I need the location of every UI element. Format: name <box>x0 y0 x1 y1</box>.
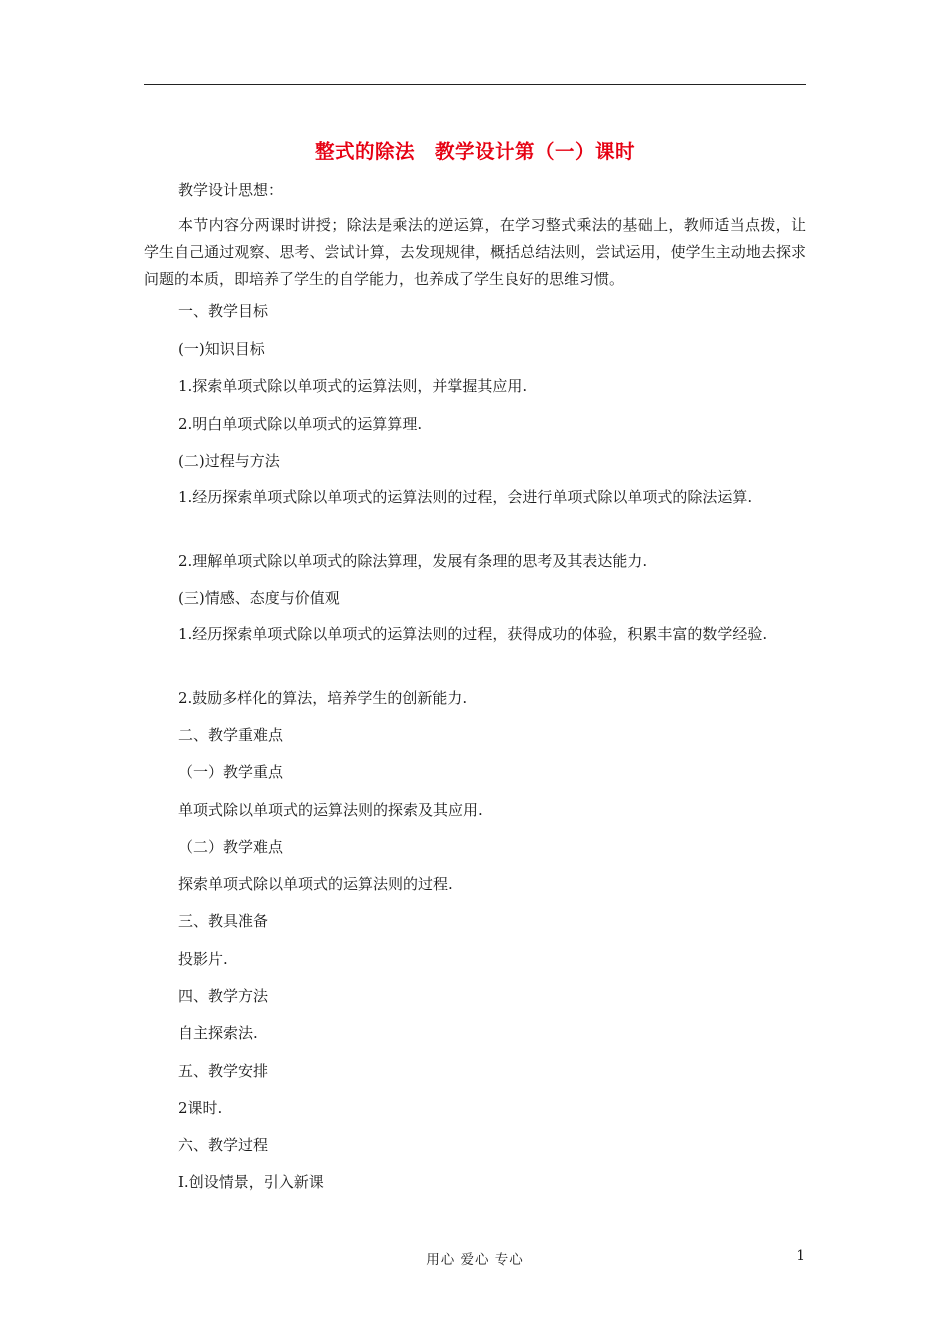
section-heading-schedule: 五、教学安排 <box>178 1062 269 1080</box>
tools-text: 投影片. <box>178 950 228 968</box>
difficulty-text: 探索单项式除以单项式的运算法则的过程. <box>178 875 453 893</box>
page-number: 1 <box>796 1248 805 1264</box>
document-title: 整式的除法 教学设计第（一）课时 <box>314 140 635 163</box>
attitude-item-2: 2.鼓励多样化的算法，培养学生的创新能力. <box>178 689 468 707</box>
design-idea-heading: 教学设计思想： <box>178 181 284 199</box>
subheading-difficulty: （二）教学难点 <box>178 838 284 856</box>
subheading-process: (二)过程与方法 <box>178 452 280 470</box>
section-heading-tools: 三、教具准备 <box>178 912 269 930</box>
attitude-item-1: 1.经历探索单项式除以单项式的运算法则的过程，获得成功的体验，积累丰富的数学经验. <box>178 625 768 643</box>
subheading-attitude: (三)情感、态度与价值观 <box>178 589 340 607</box>
section-heading-objectives: 一、教学目标 <box>178 302 269 320</box>
knowledge-item-2: 2.明白单项式除以单项式的运算算理. <box>178 415 423 433</box>
key-point-text: 单项式除以单项式的运算法则的探索及其应用. <box>178 801 483 819</box>
process-item-2: 2.理解单项式除以单项式的除法算理，发展有条理的思考及其表达能力. <box>178 552 648 570</box>
section-heading-key-points: 二、教学重难点 <box>178 726 284 744</box>
header-rule <box>144 84 806 85</box>
process-step-1: Ⅰ.创设情景，引入新课 <box>178 1173 324 1191</box>
subheading-key-point: （一）教学重点 <box>178 763 284 781</box>
schedule-text: 2课时. <box>178 1099 223 1117</box>
section-heading-process: 六、教学过程 <box>178 1136 269 1154</box>
methods-text: 自主探索法. <box>178 1024 258 1042</box>
section-heading-methods: 四、教学方法 <box>178 987 269 1005</box>
design-idea-paragraph: 本节内容分两课时讲授；除法是乘法的逆运算，在学习整式乘法的基础上，教师适当点拨，让学生自己通过观察、思考、尝试计算，去发现规律，概括总结法则，尝试运用，使学生主动地去探求问题的本质，即培养了学生的自学能力，也养成了学生良好的思维习惯。 <box>144 216 806 288</box>
knowledge-item-1: 1.探索单项式除以单项式的运算法则，并掌握其应用. <box>178 377 528 395</box>
subheading-knowledge: (一)知识目标 <box>178 340 265 358</box>
process-item-1: 1.经历探索单项式除以单项式的运算法则的过程，会进行单项式除以单项式的除法运算. <box>178 488 753 506</box>
footer-motto: 用心 爱心 专心 <box>426 1252 524 1268</box>
